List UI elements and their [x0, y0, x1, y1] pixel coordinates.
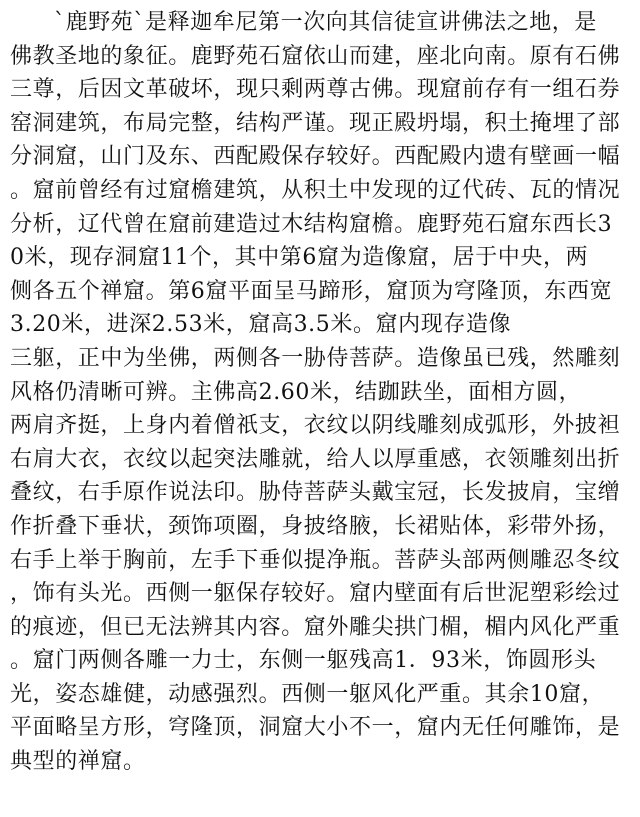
text-line: 三尊，后因文革破坏，现只剩两尊古佛。现窟前存有一组石券 [10, 77, 621, 103]
text-line: ，饰有头光。西侧一躯保存较好。窟内壁面有后世泥塑彩绘过 [10, 581, 621, 607]
text-line: 两肩齐挺，上身内着僧祇支，衣纹以阴线雕刻成弧形，外披袒 [10, 413, 621, 439]
text-line: 作折叠下垂状，颈饰项圈，身披络腋，长裙贴体，彩带外扬， [10, 513, 621, 539]
text-line: 右手上举于胸前，左手下垂似提净瓶。菩萨头部两侧雕忍冬纹 [10, 547, 621, 573]
text-line: 右肩大衣，衣纹以起突法雕就，给人以厚重感，衣领雕刻出折 [10, 446, 621, 472]
text-line: 叠纹，右手原作说法印。胁侍菩萨头戴宝冠，长发披肩，宝缯 [10, 480, 621, 506]
text-line: 平面略呈方形，穹隆顶，洞窟大小不一，窟内无任何雕饰，是 [10, 715, 621, 741]
text-line: 分洞窟，山门及东、西配殿保存较好。西配殿内遗有壁画一幅 [10, 144, 621, 170]
text-line: 风格仍清晰可辨。主佛高2.60米，结跏趺坐，面相方圆， [10, 379, 582, 405]
text-line: 0米，现存洞窟11个，其中第6窟为造像窟，居于中央，两 [10, 245, 589, 271]
text-line: 佛教圣地的象征。鹿野苑石窟依山而建，座北向南。原有石佛 [10, 43, 621, 69]
text-line: 。窟门两侧各雕一力士，东侧一躯残高1．93米，饰圆形头 [10, 648, 597, 674]
text-line: 的痕迹，但已无法辨其内容。窟外雕尖拱门楣，楣内风化严重 [10, 614, 621, 640]
text-line: 三躯，正中为坐佛，两侧各一胁侍菩萨。造像虽已残，然雕刻 [10, 345, 621, 371]
text-line: 典型的禅窟。 [10, 749, 146, 775]
text-line: 光，姿态雄健，动感强烈。西侧一躯风化严重。其余10窟， [10, 681, 605, 707]
text-line: 侧各五个禅窟。第6窟平面呈马蹄形，窟顶为穹隆顶，东西宽 [10, 278, 613, 304]
text-line: `鹿野苑`是释迦牟尼第一次向其信徒宣讲佛法之地，是 [54, 10, 598, 35]
text-line: 窑洞建筑，布局完整，结构严谨。现正殿坍塌，积土掩埋了部 [10, 110, 621, 136]
text-line: 分析，辽代曾在窟前建造过木结构窟檐。鹿野苑石窟东西长3 [10, 211, 613, 237]
text-line: 3.20米，进深2.53米，窟高3.5米。窟内现存造像 [10, 312, 512, 338]
text-line: 。窟前曾经有过窟檐建筑，从积土中发现的辽代砖、瓦的情况 [10, 177, 621, 203]
